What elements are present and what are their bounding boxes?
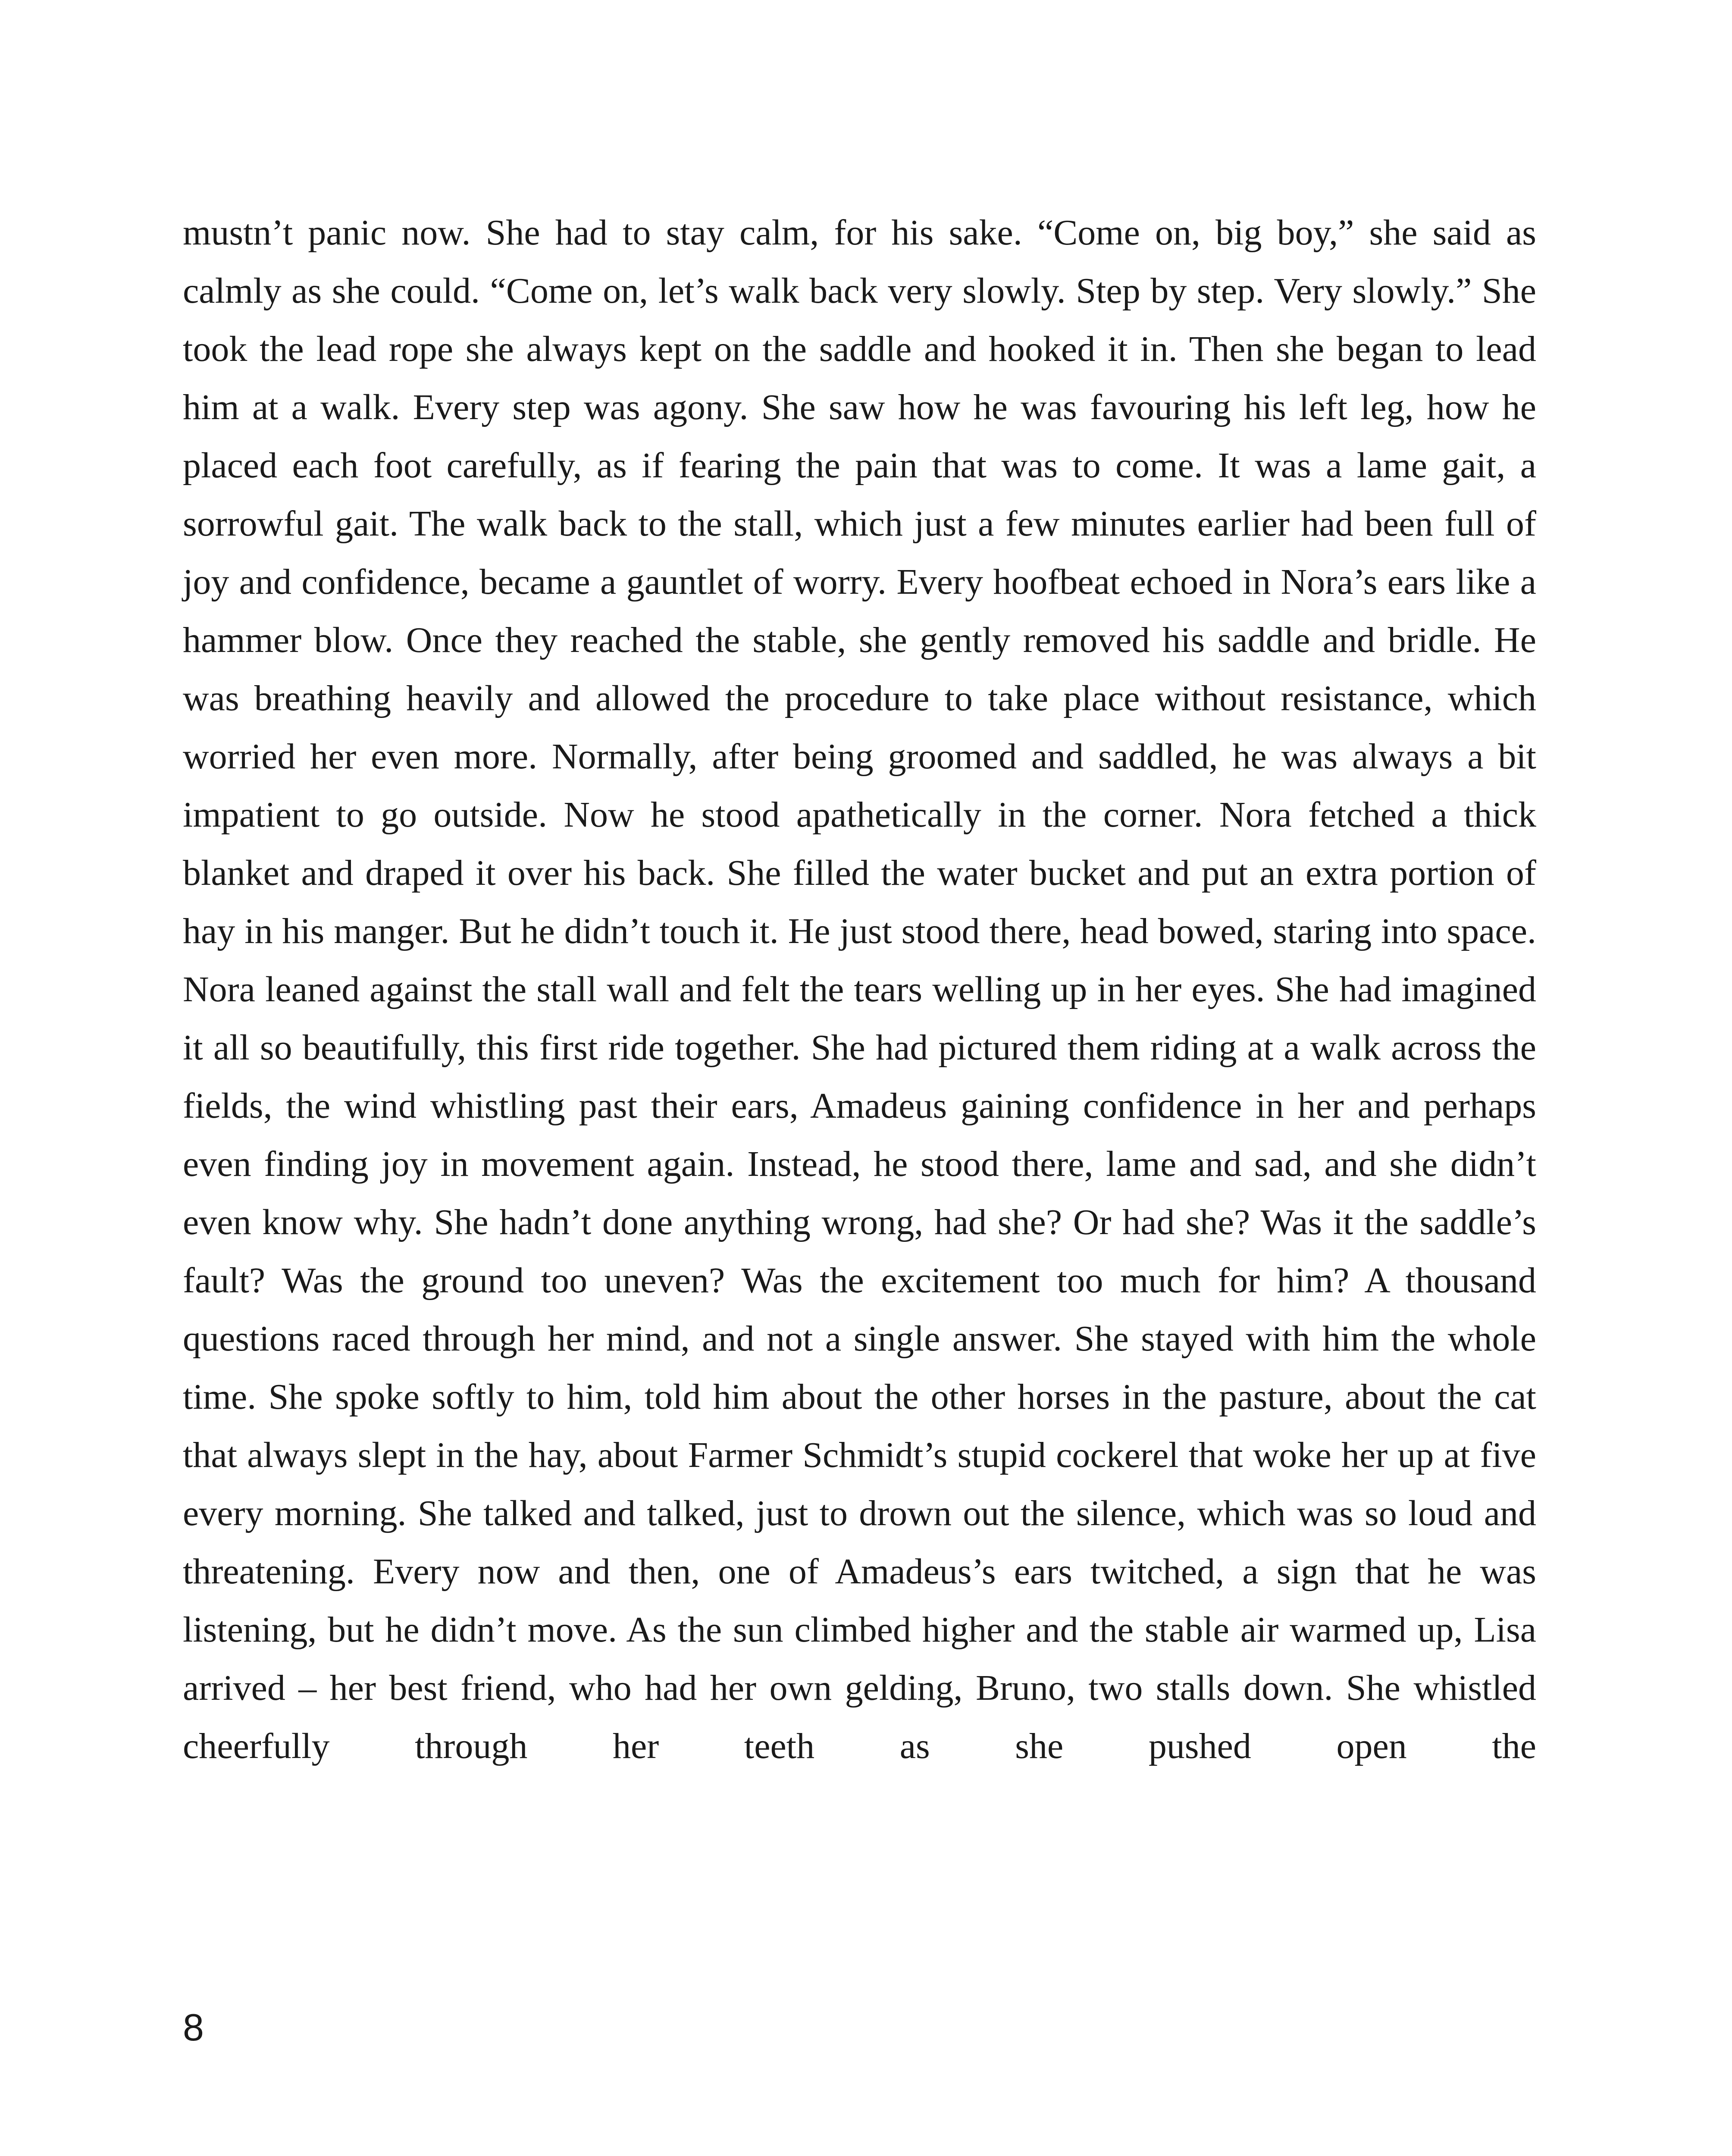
page-number: 8 xyxy=(183,2006,204,2049)
body-paragraph: mustn’t panic now. She had to stay calm, for his sake. “Come on, big boy,” she said as calmly as she could. “Come on, let’s walk back very slowly. Step by step. Very slowly.” She took the lead rope she always kept on the saddle and hooked it in. Then she began to lead him at a walk. Every step was agony. She saw how he was favouring his left leg, how he placed each foot carefully, as if fearing the pain that was to come. It was a lame gait, a sorrowful gait. The walk back to the stall, which just a few minutes earlier had been full of joy and confidence, became a gauntlet of worry. Every hoofbeat echoed in Nora’s ears like a hammer blow. Once they reached the stable, she gently removed his saddle and bridle. He was breathing heavily and allowed the procedure to take place without resistance, which worried her even more. Normally, after being groomed and saddled, he was always a bit impatient to go outside. Now he stood apathetically in the corner. Nora fetched a thick blanket and draped it over his back. She filled the water bucket and put an extra portion of hay in his manger. But he didn’t touch it. He just stood there, head bowed, staring into space. Nora leaned against the stall wall and felt the tears welling up in her eyes. She had imagined it all so beautifully, this first ride together. She had pictured them riding at a walk across the fields, the wind whistling past their ears, Amadeus gaining confidence in her and perhaps even finding joy in movement again. Instead, he stood there, lame and sad, and she didn’t even know why. She hadn’t done anything wrong, had she? Or had she? Was it the saddle’s fault? Was the ground too uneven? Was the excitement too much for him? A thousand questions raced through her mind, and not a single answer. She stayed with him the whole time. She spoke softly to him, told him about the other horses in the pasture, about the cat that always slept in the hay, about Farmer Schmidt’s stupid cockerel that woke her up at five every morning. She talked and talked, just to drown out the silence, which was so loud and threatening. Every now and then, one of Amadeus’s ears twitched, a sign that he was listening, but he didn’t move. As the sun climbed higher and the stable air warmed up, Lisa arrived – her best friend, who had her own gelding, Bruno, two stalls down. She whistled cheerfully through her teeth as she pushed open the xyxy=(183,213,1536,1766)
